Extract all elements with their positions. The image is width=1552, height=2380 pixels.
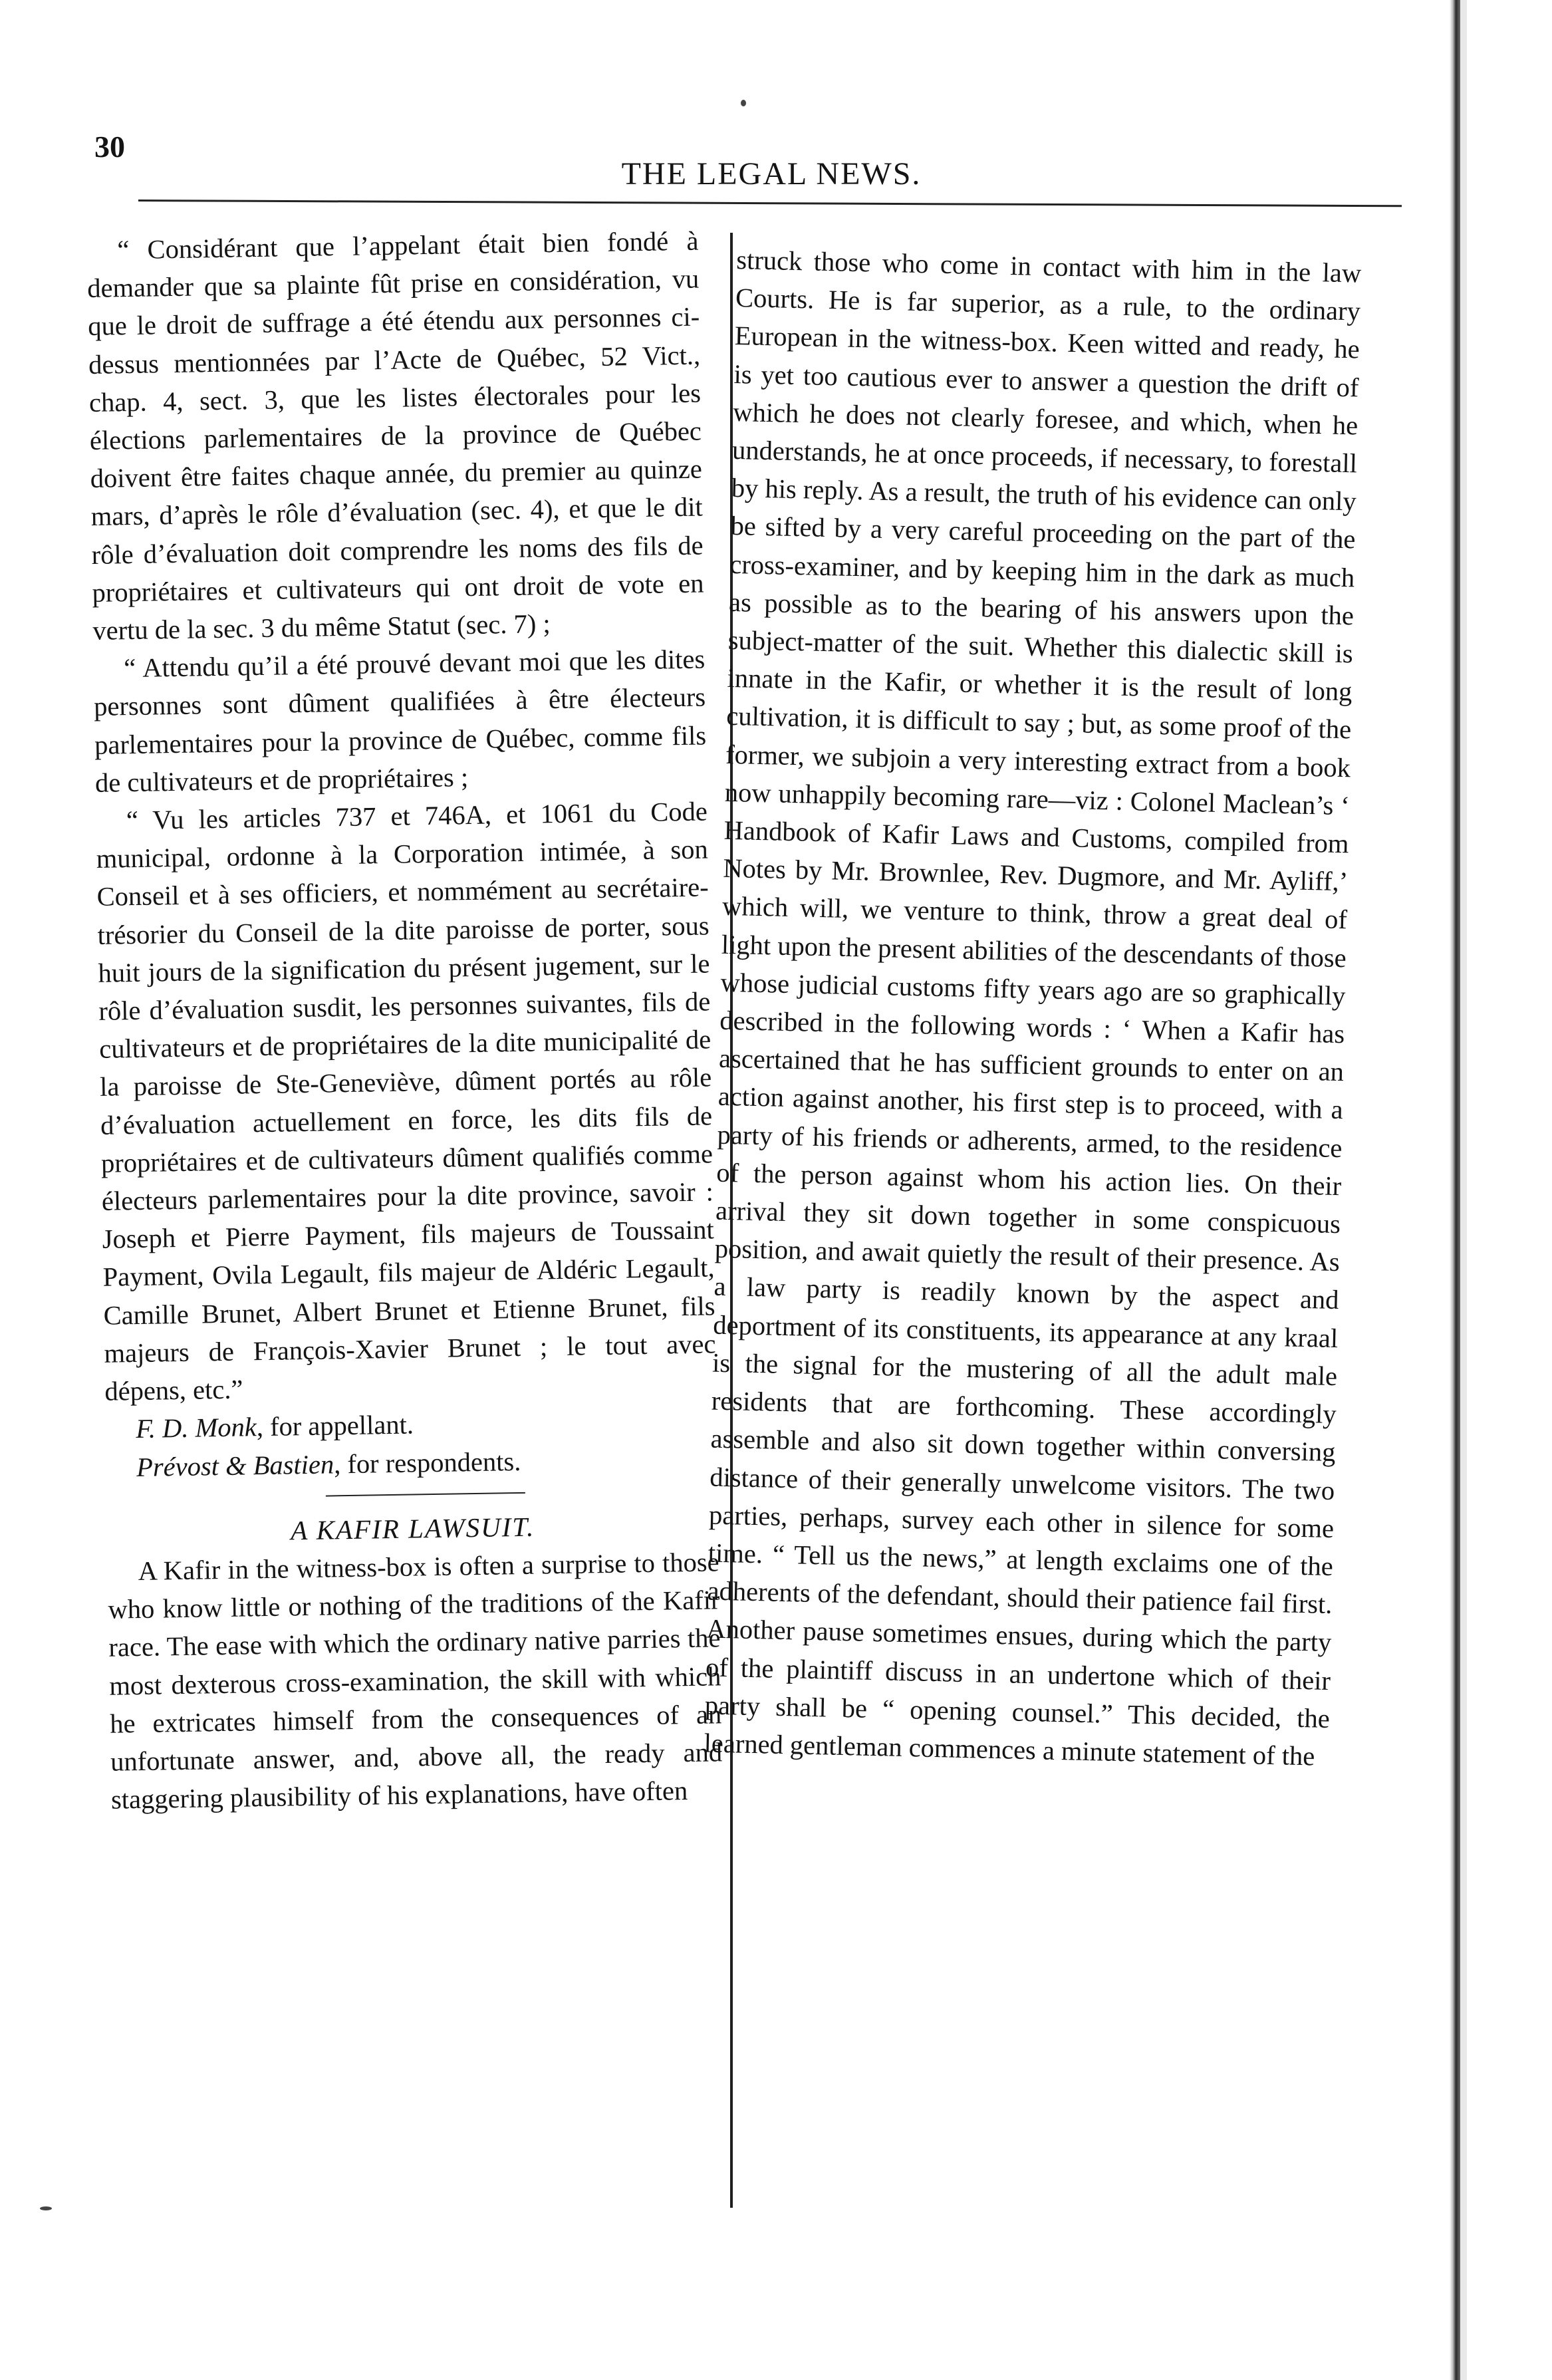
counsel-appellant-role: , for appellant. <box>256 1409 414 1442</box>
counsel-appellant-name: F. D. Monk <box>135 1412 257 1444</box>
section-title: A KAFIR LAWSUIT. <box>290 1511 535 1546</box>
kafir-lawsuit-paragraph-start: A Kafir in the witness-box is often a surprise to those who know little or nothing of the traditions of the Kafir race. The ease with which the ordinary native parries the most dexterous cross-examination, the skill with which he extricates himself from the consequences of an unfortunate answer, and, above all, the ready and staggering plausibility of his explanations, have often <box>108 1547 723 1815</box>
print-speck <box>741 100 746 106</box>
judgment-paragraph-attendu: “ Attendu qu’il a été prouvé devant moi que les dites personnes sont dûment qualifiées à être électeurs parlementaires pour la province de Québec, comme fils de cultivateurs et de propriétaires ; <box>93 644 707 798</box>
counsel-respondents-role: , for respondents. <box>333 1446 521 1479</box>
page-binding-shadow <box>1460 0 1467 2380</box>
page-number: 30 <box>94 130 125 164</box>
page-binding-edge <box>1450 0 1460 2380</box>
running-title: THE LEGAL NEWS. <box>621 156 922 192</box>
counsel-respondents-name: Prévost & Bastien <box>136 1448 334 1482</box>
judgment-paragraph-considerant: “ Considérant que l’appelant était bien fondé à demander que sa plainte fût prise en considération, vu que le droit de suffrage a été étendu aux personnes ci-dessus mentionnées par l’Acte de Québec, 52 Vict., chap. 4, sect. 3, que les listes électorales pour les élections parlementaires de la province de Québec doivent être faites chaque année, du premier au quinze mars, d’après le rôle d’évaluation (sec. 4), et que le dit rôle d’évaluation doit comprendre les noms des fils de propriétaires et cultivateurs qui ont droit de vote en vertu de la sec. 3 du même Statut (sec. 7) ; <box>86 225 704 646</box>
left-column <box>86 222 723 1819</box>
judgment-paragraph-vu: “ Vu les articles 737 et 746A, et 1061 du Code municipal, ordonne à la Corporation intimée, à son Conseil et à ses officiers, et nommément au secrétaire-trésorier du Conseil de la dite paroisse de porter, sous huit jours de la signification du présent jugement, sur le rôle d’évaluation susdit, les personnes suivantes, fils de cultivateurs et de propriétaires de la dite municipalité de la paroisse de Ste-Geneviève, dûment portés au rôle d’évaluation actuellement en force, les dits fils de propriétaires et de cultivateurs dûment qualifiés comme électeurs parlementaires pour la dite province, savoir : Joseph et Pierre Payment, fils majeurs de Toussaint Payment, Ovila Legault, fils majeur de Aldéric Legault, Camille Brunet, Albert Brunet et Etienne Brunet, fils majeurs de François-Xavier Brunet ; le tout avec dépens, etc.” <box>96 796 716 1406</box>
kafir-lawsuit-paragraph-continued: struck those who come in contact with him in the law Courts. He is far superior, as a rule, to the ordinary European in the witness-box. Keen witted and ready, he is yet too cautious ever to answer a question the drift of which he does not clearly foresee, and which, when he understands, he at once proceeds, if necessary, to forestall by his reply. As a result, the truth of his evidence can only be sifted by a very careful proceeding on the part of the cross-examiner, and by keeping him in the dark as much as possible as to the bearing of his answers upon the subject-matter of the suit. Whether this dialectic skill is innate in the Kafir, or whether it is the result of long cultivation, it is difficult to say ; but, as some proof of the former, we subjoin a very interesting extract from a book now unhappily becoming rare—viz : Colonel Maclean’s ‘ Handbook of Kafir Laws and Customs, compiled from Notes by Mr. Brownlee, Rev. Dugmore, and Mr. Ayliff,’ which will, we venture to think, throw a great deal of light upon the present abilities of the descendants of those whose judicial customs fifty years ago are so graphically described in the following words : ‘ When a Kafir has ascertained that he has sufficient grounds to enter on an action against another, his first step is to proceed, with a party of his friends or adherents, armed, to the residence of the person against whom his action lies. On their arrival they sit down together in some conspicuous position, and await quietly the result of their presence. As a law party is readily known by the aspect and deportment of its constituents, its appearance at any kraal is the signal for the mustering of all the adult male residents that are forthcoming. These accordingly assemble and also sit down together within conversing distance of their generally unwelcome visitors. The two parties, perhaps, survey each other in silence for some time. “ Tell us the news,” at length exclaims one of the adherents of the defendant, should their patience fail first. Another pause sometimes ensues, during which the party of the plaintiff discuss in an undertone which of their party shall be “ opening counsel.” This decided, the learned gentleman commences a minute statement of the <box>704 244 1362 1772</box>
header-rule <box>138 199 1402 207</box>
print-speck <box>40 2206 52 2210</box>
section-divider-rule <box>326 1492 525 1497</box>
right-column <box>704 241 1362 1776</box>
